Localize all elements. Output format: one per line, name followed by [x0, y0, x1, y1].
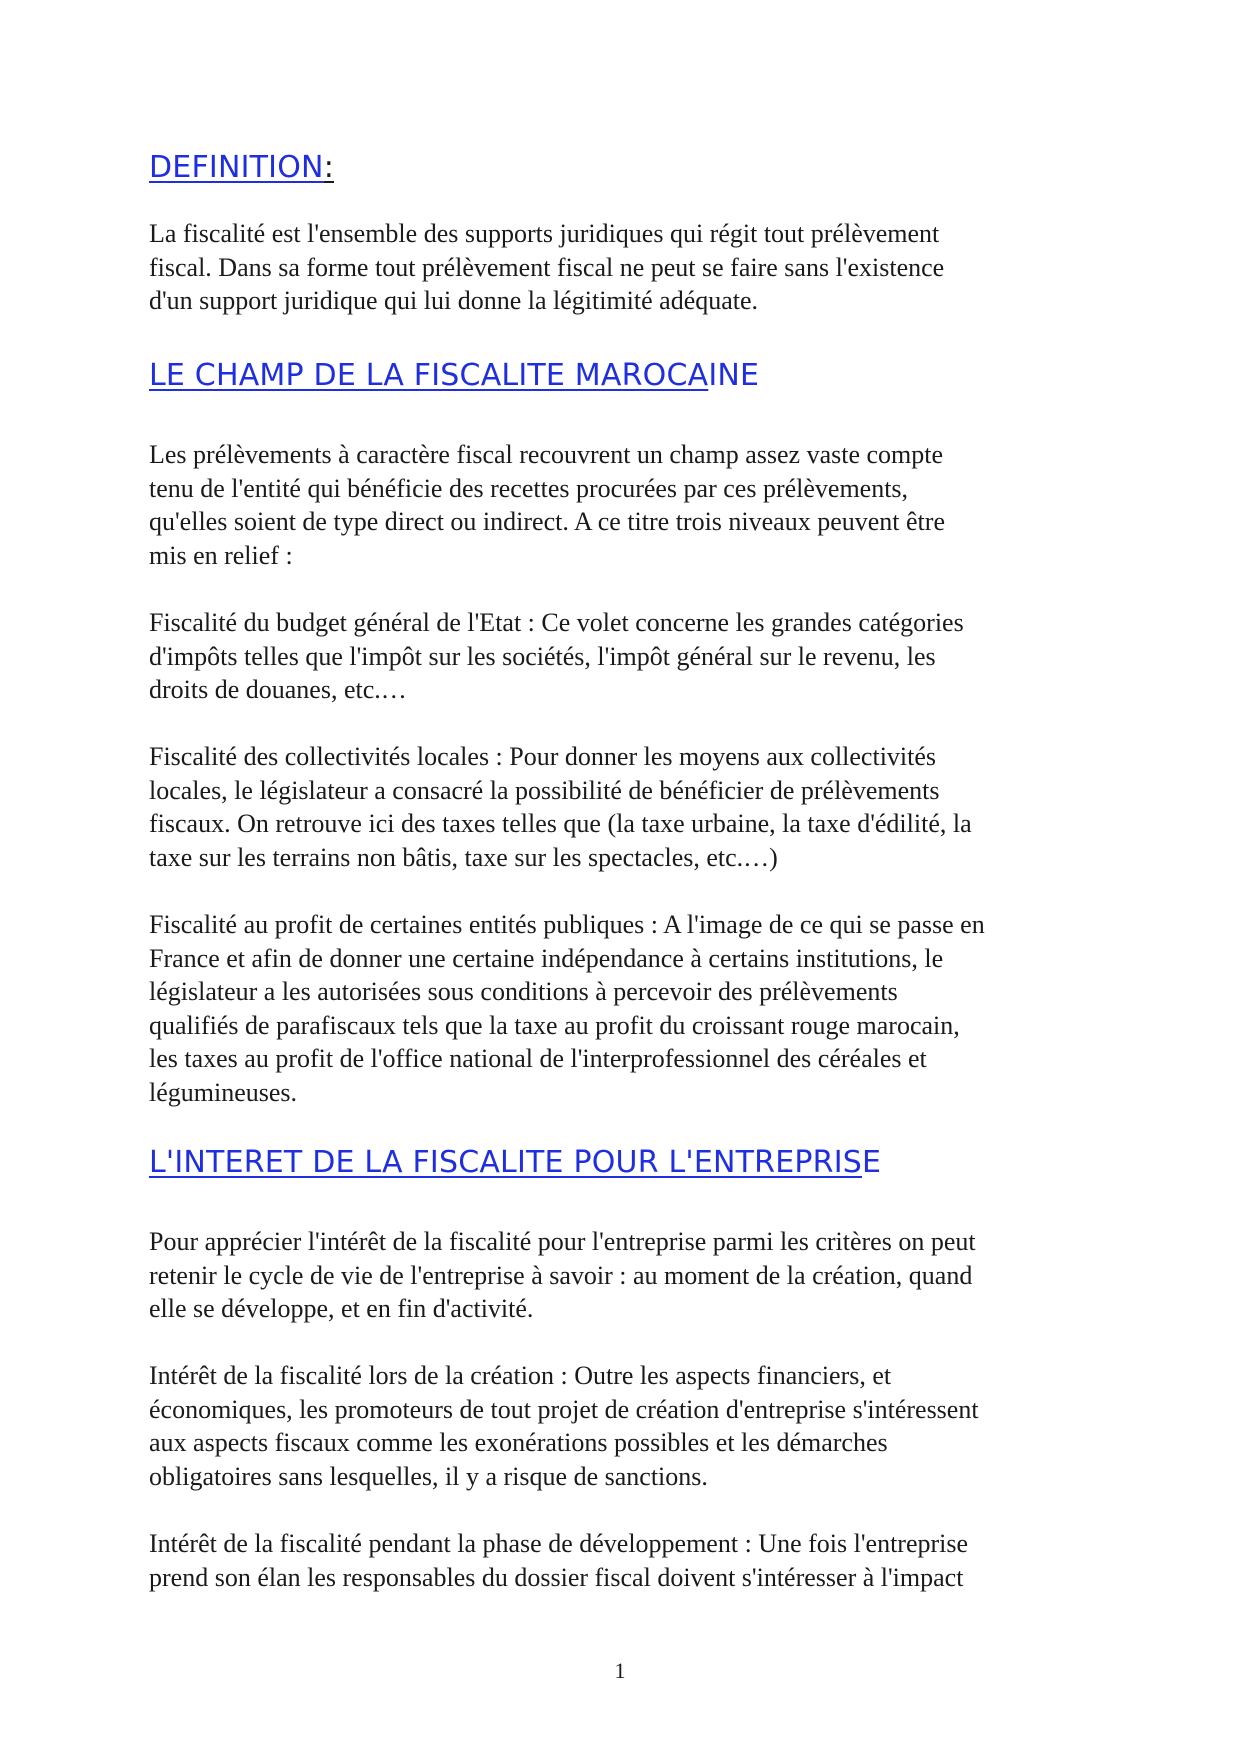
heading-definition-text: DEFINITION	[149, 150, 324, 185]
text-line: fiscal. Dans sa forme tout prélèvement fiscal ne peut se faire sans l'existence	[149, 252, 945, 282]
heading-champ-fiscalite	[149, 358, 759, 393]
text-line: locales, le législateur a consacré la possibilité de bénéficier de prélèvements	[149, 775, 940, 805]
paragraph-definition	[149, 217, 944, 318]
text-line: qualifiés de parafiscaux tels que la taxe au profit du croissant rouge marocain,	[149, 1010, 960, 1040]
heading-champ-tail: INE	[708, 358, 760, 393]
text-line: aux aspects fiscaux comme les exonérations possibles et les démarches	[149, 1428, 888, 1457]
text-line: tenu de l'entité qui bénéficie des recettes procurées par ces prélèvements,	[149, 473, 909, 503]
paragraph-entites-publiques	[149, 908, 985, 1109]
paragraph-budget-general	[149, 606, 964, 707]
heading-champ-text: LE CHAMP DE LA FISCALITE MAROCA	[149, 358, 709, 393]
text-line: économiques, les promoteurs de tout projet de création d'entreprise s'intéressent	[149, 1394, 979, 1424]
text-line: d'impôts telles que l'impôt sur les sociétés, l'impôt général sur le revenu, les	[149, 641, 936, 671]
paragraph-collectivites-locales	[149, 740, 972, 874]
text-line: Les prélèvements à caractère fiscal recouvrent un champ assez vaste compte	[149, 440, 944, 469]
text-line: légumineuses.	[149, 1077, 298, 1107]
text-line: droits de douanes, etc.…	[149, 675, 407, 704]
text-line: obligatoires sans lesquelles, il y a risque de sanctions.	[149, 1461, 708, 1491]
paragraph-creation	[149, 1359, 979, 1493]
heading-interet-fiscalite	[149, 1145, 881, 1180]
text-line: Fiscalité du budget général de l'Etat : Ce volet concerne les grandes catégories	[149, 608, 964, 637]
text-line: d'un support juridique qui lui donne la légitimité adéquate.	[149, 286, 759, 315]
paragraph-prelevements	[149, 438, 945, 572]
heading-interet-tail: E	[862, 1145, 882, 1180]
text-line: prend son élan les responsables du dossier fiscal doivent s'intéresser à l'impact	[149, 1562, 964, 1592]
page-number: 1	[614, 1658, 626, 1683]
text-line: qu'elles soient de type direct ou indirect. A ce titre trois niveaux peuvent être	[149, 507, 945, 536]
text-line: France et afin de donner une certaine indépendance à certains institutions, le	[149, 943, 944, 973]
paragraph-cycle-de-vie	[149, 1225, 976, 1326]
text-line: mis en relief :	[149, 540, 293, 570]
text-line: elle se développe, et en fin d'activité.	[149, 1294, 534, 1323]
text-line: Pour apprécier l'intérêt de la fiscalité pour l'entreprise parmi les critères on peut	[149, 1227, 976, 1256]
text-line: retenir le cycle de vie de l'entreprise à savoir : au moment de la création, quand	[149, 1260, 973, 1290]
heading-definition	[149, 150, 334, 185]
text-line: Intérêt de la fiscalité lors de la création : Outre les aspects financiers, et	[149, 1361, 892, 1390]
text-line: législateur a les autorisées sous conditions à percevoir des prélèvements	[149, 977, 898, 1006]
text-line: Fiscalité au profit de certaines entités publiques : A l'image de ce qui se passe en	[149, 910, 985, 939]
heading-definition-colon: :	[323, 150, 334, 185]
paragraph-developpement	[149, 1527, 968, 1594]
text-line: les taxes au profit de l'office national de l'interprofessionnel des céréales et	[149, 1044, 927, 1073]
text-line: La fiscalité est l'ensemble des supports juridiques qui régit tout prélèvement	[149, 219, 940, 248]
text-line: Fiscalité des collectivités locales : Pour donner les moyens aux collectivités	[149, 742, 937, 771]
text-line: Intérêt de la fiscalité pendant la phase de développement : Une fois l'entreprise	[149, 1529, 969, 1558]
text-line: taxe sur les terrains non bâtis, taxe sur les spectacles, etc.…)	[149, 842, 778, 872]
heading-interet-text: L'INTERET DE LA FISCALITE POUR L'ENTREPRIS	[149, 1145, 862, 1180]
text-line: fiscaux. On retrouve ici des taxes telles que (la taxe urbaine, la taxe d'édilité, la	[149, 809, 972, 838]
